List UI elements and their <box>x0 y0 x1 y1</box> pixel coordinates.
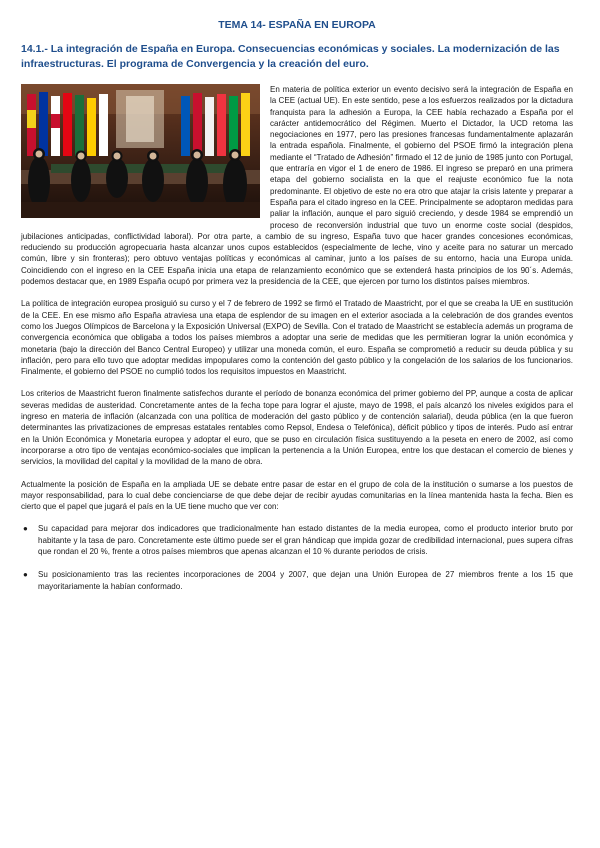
paragraph-maastricht: La política de integración europea prosiguió su curso y el 7 de febrero de 1992 se firmó el Tratado de Maastricht, por el que se creaba la UE en sustitución de la CEE. En ese mismo año España atraviesa una etapa de esplendor de su imagen en el exterior asociada a la celebración de dos grandes eventos como los Juegos Olímpicos de Barcelona y la Exposición Universal (EXPO) de Sevilla. Con el tratado de Maastricht se establecía además un programa de convergencia económica que obligaba a todos los países miembros a adoptar una serie de medidas que les permitieran lograr la unión económica y monetaria (bajo la dirección del Banco Central Europeo) y utilizar una moneda común, el euro. España se comprometió a reducir su deuda pública y su inflación, pero para ello tuvo que adoptar medidas impopulares como la contención del gasto público y la congelación de los salarios de los funcionarios. Finalmente, el gobierno del PSOE no cumplió todos los requisitos impuestos en Maastricht. <box>21 299 573 377</box>
list-item <box>21 523 573 557</box>
treaty-signing-photo <box>21 84 260 218</box>
factors-list <box>21 523 573 591</box>
paragraph-accession: En materia de política exterior un evento decisivo será la integración de España en la CEE (actual UE). En este sentido, pese a los esfuerzos realizados por la dictadura franquista para la adhesión a Europa, la CEE había rechazado a España por el carácter antidemocrático del Régimen. Muerto el Dictador, la UCD retoma las negociaciones en 1977, pero las presiones francesas fundamentalmente aplazarán la entrada española. Finalmente, el gobierno del PSOE firmó la integración plena mediante el “Tratado de Adhesión” firmado el 12 de junio de 1985 junto con Portugal, que entraría en vigor el 1 de enero de 1986. El ingreso se preparó en una primera etapa del gobierno socialista en la que el reajuste económico fue la nota predominante. El objetivo de este no era otro que atajar la crisis latente y preparar a España para el citado ingreso en la CEE. Principalmente se adoptaron medidas para paliar la inflación, aunque el paro siguió creciendo, y desde 1984 se emprendió un proceso de reconversión industrial que tuvo un enorme coste social (despidos, jubilaciones anticipadas, conflictividad laboral). Por otra parte, a cambio de su ingreso, España tuvo que hacer grandes concesiones económicas, reduciendo su producción agropecuaria hasta alcanzar unos cupos establecidos (especialmente de leche, vino y aceite para no saturar un mercado común, libre y sin fronteras); pero obtuvo ventajas políticas y económicas al caminar, junto a los países de su entorno, hacia una Europa unida. Coincidiendo con el ingreso en la CEE España inicia una etapa de relanzamiento económico que se extenderá hasta principios de los 90´s. Además, podemos destacar que, en 1989 España ocupó por primera vez la presidencia de la CEE, que ejercen por turno los distintos países miembros. <box>21 85 573 287</box>
section-heading: 14.1.- La integración de España en Europa. Consecuencias económicas y sociales. La modernización de las infraestructuras. El programa de Convergencia y la creación del euro. <box>21 43 560 70</box>
document-page <box>21 18 573 592</box>
list-item-text: Su posicionamiento tras las recientes incorporaciones de 2004 y 2007, que dejan una Unión Europea de 27 miembros frente a los 15 que mayoritariamente la habían conformado. <box>38 570 573 591</box>
bullet-icon: ● <box>23 524 28 534</box>
paragraph-convergence-criteria: Los criterios de Maastricht fueron finalmente satisfechos durante el período de bonanza económica del primer gobierno del PP, aunque a costa de aplicar severas medidas de austeridad. Concretamente antes de la fecha tope para lograr el ajuste, mayo de 1998, el país alcanzó los niveles exigidos para el ingreso en materia de inflación (alcanzada con una política de moderación del gasto público y de contención salarial), deuda pública (en la que fueron determinantes las privatizaciones de empresas estatales rentables como Repsol, Endesa o Telefónica), déficit público y tipos de interés. Pudo así entrar en la Unión Económica y Monetaria europea y adoptar el euro, que se puso en circulación física sustituyendo a la peseta en enero de 2002, así como incorporarse a otro tipo de ventajas económico-sociales que implican la pertenencia a la Unión Europea, entre los que destacan el comercio de bienes y servicios, la movilidad del capital y la movilidad de la mano de obra. <box>21 389 573 467</box>
list-item-text: Su capacidad para mejorar dos indicadores que tradicionalmente han estado distantes de la media europea, como el producto interior bruto por habitante y la tasa de paro. Concretamente este último puede ser el gran hándicap que impida gozar de credibilidad internacional, pues supera cifras que rondan el 20 %, frente a otros países miembros que apenas alcanzan el 10 % durante periodos de crisis. <box>38 524 573 556</box>
paragraph-current-position: Actualmente la posición de España en la ampliada UE se debate entre pasar de estar en el grupo de cola de la institución o sumarse a los puestos de mayor responsabilidad, para lo cual debe concienciarse de que debe dejar de recibir ayudas comunitarias en la línea mantenida hasta la fecha. Bien es cierto que el papel que jugará el país en la UE tiene mucho que ver con: <box>21 479 573 512</box>
document-title: TEMA 14- ESPAÑA EN EUROPA <box>218 19 376 31</box>
bullet-icon: ● <box>23 570 28 580</box>
list-item <box>21 569 573 592</box>
